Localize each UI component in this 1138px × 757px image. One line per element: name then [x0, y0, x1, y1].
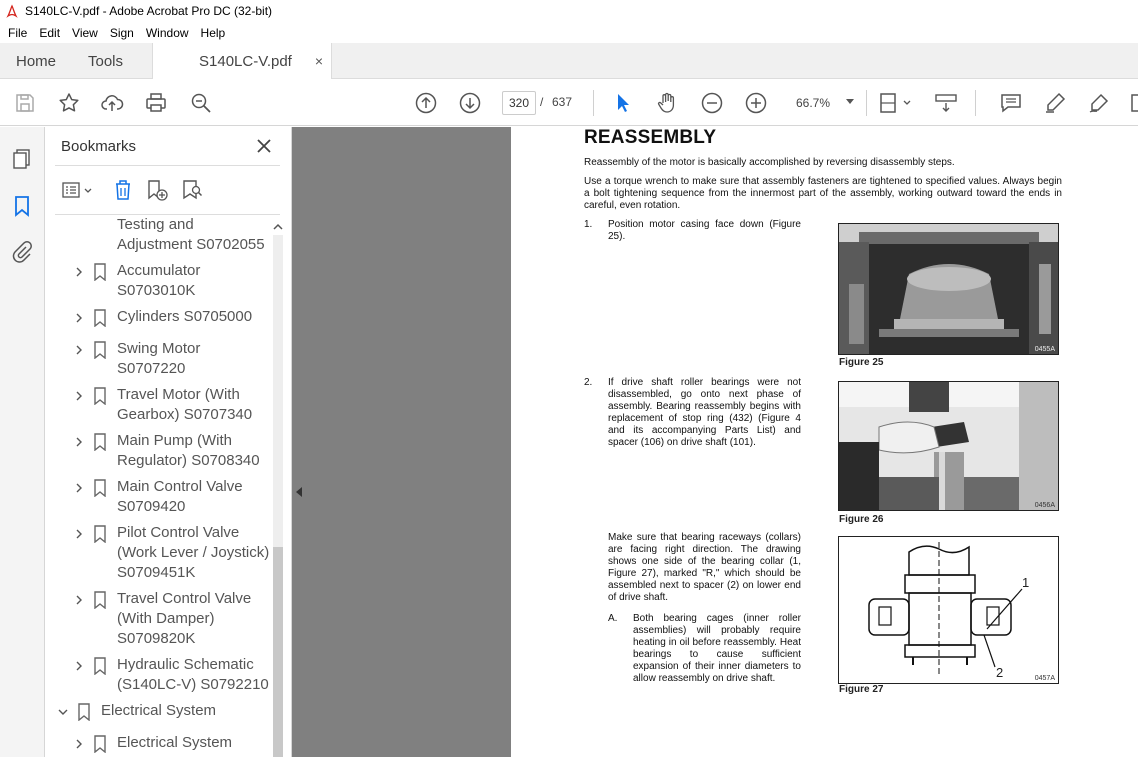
pdf-step-number: A. [608, 613, 618, 624]
sign-pen-icon[interactable] [1087, 91, 1111, 115]
figure-caption: Figure 27 [839, 684, 884, 695]
chevron-down-icon [846, 99, 854, 104]
figure-code: 0455A [1034, 346, 1055, 353]
bookmark-item[interactable] [45, 433, 270, 473]
figure-callout: 1 [1022, 575, 1030, 590]
comment-icon[interactable] [999, 91, 1023, 115]
bookmark-item[interactable] [45, 309, 270, 333]
bookmark-item[interactable] [45, 703, 270, 727]
bookmark-icon [93, 263, 107, 281]
chevron-right-icon[interactable] [73, 312, 85, 324]
bookmark-icon [93, 735, 107, 753]
chevron-right-icon[interactable] [73, 436, 85, 448]
bookmark-item[interactable] [45, 387, 270, 427]
bookmarks-scrollbar[interactable] [270, 217, 284, 757]
bookmark-item[interactable] [45, 217, 270, 257]
page-number-input[interactable] [502, 91, 536, 115]
chevron-right-icon[interactable] [73, 266, 85, 278]
bookmark-icon [93, 387, 107, 405]
print-icon[interactable] [144, 91, 168, 115]
figure-code: 0457A [1034, 675, 1055, 682]
bookmark-item[interactable] [45, 525, 270, 585]
menu-file[interactable]: File [8, 25, 28, 40]
left-rail [0, 127, 45, 757]
chevron-right-icon[interactable] [73, 738, 85, 750]
close-tab-icon[interactable]: × [314, 53, 323, 69]
zoom-out-icon[interactable] [700, 91, 724, 115]
pdf-step-text: Both bearing cages (inner roller assemblies) will probably require heating in oil before reassembly. Heat bearings to cause sufficient expansion of their inner diameters to allow reassembly on drive shaft. [633, 613, 801, 684]
toolbar-divider [975, 90, 976, 116]
pdf-paragraph: Use a torque wrench to make sure that assembly fasteners are tightened to specified values. Always begin a bolt tightening sequence from the innermost part of the assembly, working outward toward the ends in careful, even rotation. [584, 176, 1062, 211]
bookmarks-panel-icon[interactable] [10, 194, 34, 218]
bookmark-label: Travel Control Valve (With Damper) S0709820K [117, 590, 252, 647]
bookmarks-list [45, 217, 270, 757]
highlight-pen-icon[interactable] [1043, 91, 1067, 115]
tab-home[interactable]: Home [16, 52, 57, 70]
tab-tools[interactable]: Tools [88, 52, 124, 70]
figure-callout: 2 [996, 665, 1004, 680]
window-title: S140LC-V.pdf - Adobe Acrobat Pro DC (32-bit) [25, 4, 273, 18]
bearing-collar-drawing-icon [839, 537, 1059, 684]
tab-document-label: S140LC-V.pdf [199, 52, 292, 70]
acrobat-pdf-icon [5, 4, 19, 18]
bookmark-icon [77, 703, 91, 721]
page-separator: / [540, 95, 544, 109]
bookmark-item[interactable] [45, 263, 270, 303]
menu-help[interactable]: Help [200, 25, 226, 40]
pdf-step-text: Position motor casing face down (Figure 25). [608, 219, 801, 242]
figure-26-photo [838, 381, 1059, 511]
bookmark-icon [93, 657, 107, 675]
chevron-right-icon[interactable] [73, 390, 85, 402]
bookmark-label: Testing and Adjustment S0702055 [117, 217, 265, 253]
bookmark-label: Cylinders S0705000 [117, 308, 253, 325]
bookmark-label: Electrical System [101, 702, 217, 719]
select-cursor-icon[interactable] [611, 91, 635, 115]
bookmark-item[interactable] [45, 341, 270, 381]
figure-25-photo [838, 223, 1059, 355]
more-tools-icon[interactable] [1128, 91, 1138, 115]
scroll-mode-icon[interactable] [934, 91, 958, 115]
bookmark-icon [93, 433, 107, 451]
bookmark-item[interactable] [45, 657, 270, 697]
find-bookmark-icon[interactable] [180, 178, 204, 202]
close-panel-icon[interactable] [254, 136, 274, 156]
bookmark-icon [93, 591, 107, 609]
zoom-search-icon[interactable] [189, 91, 213, 115]
bookmark-label: Electrical System [117, 734, 233, 751]
next-page-icon[interactable] [458, 91, 482, 115]
bookmark-options-menu-icon[interactable] [61, 178, 95, 202]
document-viewport[interactable] [292, 127, 1138, 757]
pdf-page [511, 127, 1138, 757]
chevron-right-icon[interactable] [73, 344, 85, 356]
bookmark-icon [93, 479, 107, 497]
menu-window[interactable]: Window [145, 25, 189, 40]
upload-cloud-icon[interactable] [100, 91, 124, 115]
bookmark-icon [93, 525, 107, 543]
attachments-paperclip-icon[interactable] [10, 240, 34, 264]
pdf-step-number: 2. [584, 377, 593, 388]
bookmark-item[interactable] [45, 591, 270, 651]
tab-document[interactable] [152, 43, 332, 79]
zoom-level-value: 66.7% [796, 96, 831, 110]
bookmark-item[interactable] [45, 479, 270, 519]
zoom-in-icon[interactable] [744, 91, 768, 115]
bookmark-label: Main Pump (With Regulator) S0708340 [117, 432, 260, 469]
save-icon[interactable] [13, 91, 37, 115]
bookmark-label: Main Control Valve S0709420 [117, 478, 243, 515]
pdf-heading: REASSEMBLY [584, 127, 717, 148]
star-icon[interactable] [57, 91, 81, 115]
previous-page-icon[interactable] [414, 91, 438, 115]
chevron-right-icon[interactable] [73, 482, 85, 494]
bookmark-label: Accumulator S0703010K [117, 262, 201, 299]
pdf-step-text: If drive shaft roller bearings were not disassembled, go onto next phase of assembly. Bearing reassembly begins with replacement of stop ring (432) (Figure 4 and its accompanying Parts List) and spacer (106) on drive shaft (101). [608, 377, 801, 448]
toolbar [0, 80, 1138, 126]
hand-tool-icon[interactable] [655, 91, 679, 115]
bookmarks-title: Bookmarks [61, 138, 137, 155]
toolbar-divider [593, 90, 594, 116]
chevron-down-icon[interactable] [57, 706, 69, 718]
menu-view[interactable]: View [72, 25, 98, 40]
page-fit-icon[interactable] [878, 91, 914, 115]
figure-code: 0456A [1034, 502, 1055, 509]
pdf-paragraph: Make sure that bearing raceways (collars) are facing right direction. The drawing shows one side of the bearing collar (1, Figure 27), marked "R," which should be assembled next to spacer (2) on lower end of drive shaft. [608, 532, 801, 603]
figure-27-drawing [838, 536, 1059, 684]
menu-sign[interactable]: Sign [109, 25, 134, 40]
bookmark-item[interactable] [45, 735, 270, 757]
drive-shaft-photo-icon [839, 382, 1059, 511]
pdf-step-number: 1. [584, 219, 593, 230]
page-thumbnails-icon[interactable] [10, 147, 34, 171]
collapse-panel-arrow-icon[interactable] [296, 487, 302, 497]
page-total: 637 [552, 95, 573, 109]
motor-casing-photo-icon [839, 224, 1059, 355]
title-bar [0, 0, 1138, 22]
chevron-right-icon[interactable] [73, 660, 85, 672]
bookmarks-panel [45, 127, 292, 757]
menu-bar [0, 22, 1138, 43]
figure-caption: Figure 25 [839, 357, 884, 368]
bookmark-icon [93, 309, 107, 327]
pdf-paragraph: Reassembly of the motor is basically accomplished by reversing disassembly steps. [584, 157, 955, 168]
zoom-level-dropdown[interactable] [788, 91, 858, 115]
bookmark-icon [93, 341, 107, 359]
chevron-right-icon[interactable] [73, 528, 85, 540]
bookmark-label: Pilot Control Valve (Work Lever / Joystick) S0709451K [117, 524, 270, 581]
bookmark-label: Swing Motor S0707220 [117, 340, 201, 377]
tab-bar [0, 43, 1138, 79]
figure-caption: Figure 26 [839, 514, 884, 525]
chevron-right-icon[interactable] [73, 594, 85, 606]
scrollbar-thumb[interactable] [273, 547, 283, 757]
bookmark-label: Hydraulic Schematic (S140LC-V) S0792210 [117, 656, 269, 693]
menu-edit[interactable]: Edit [39, 25, 61, 40]
bookmarks-toolbar [55, 165, 280, 215]
delete-bookmark-icon[interactable] [111, 178, 135, 202]
bookmark-label: Travel Motor (With Gearbox) S0707340 [117, 386, 253, 423]
scroll-up-arrow-icon[interactable] [272, 221, 284, 231]
toolbar-divider [866, 90, 867, 116]
bookmarks-header [45, 127, 292, 165]
new-bookmark-icon[interactable] [145, 178, 169, 202]
